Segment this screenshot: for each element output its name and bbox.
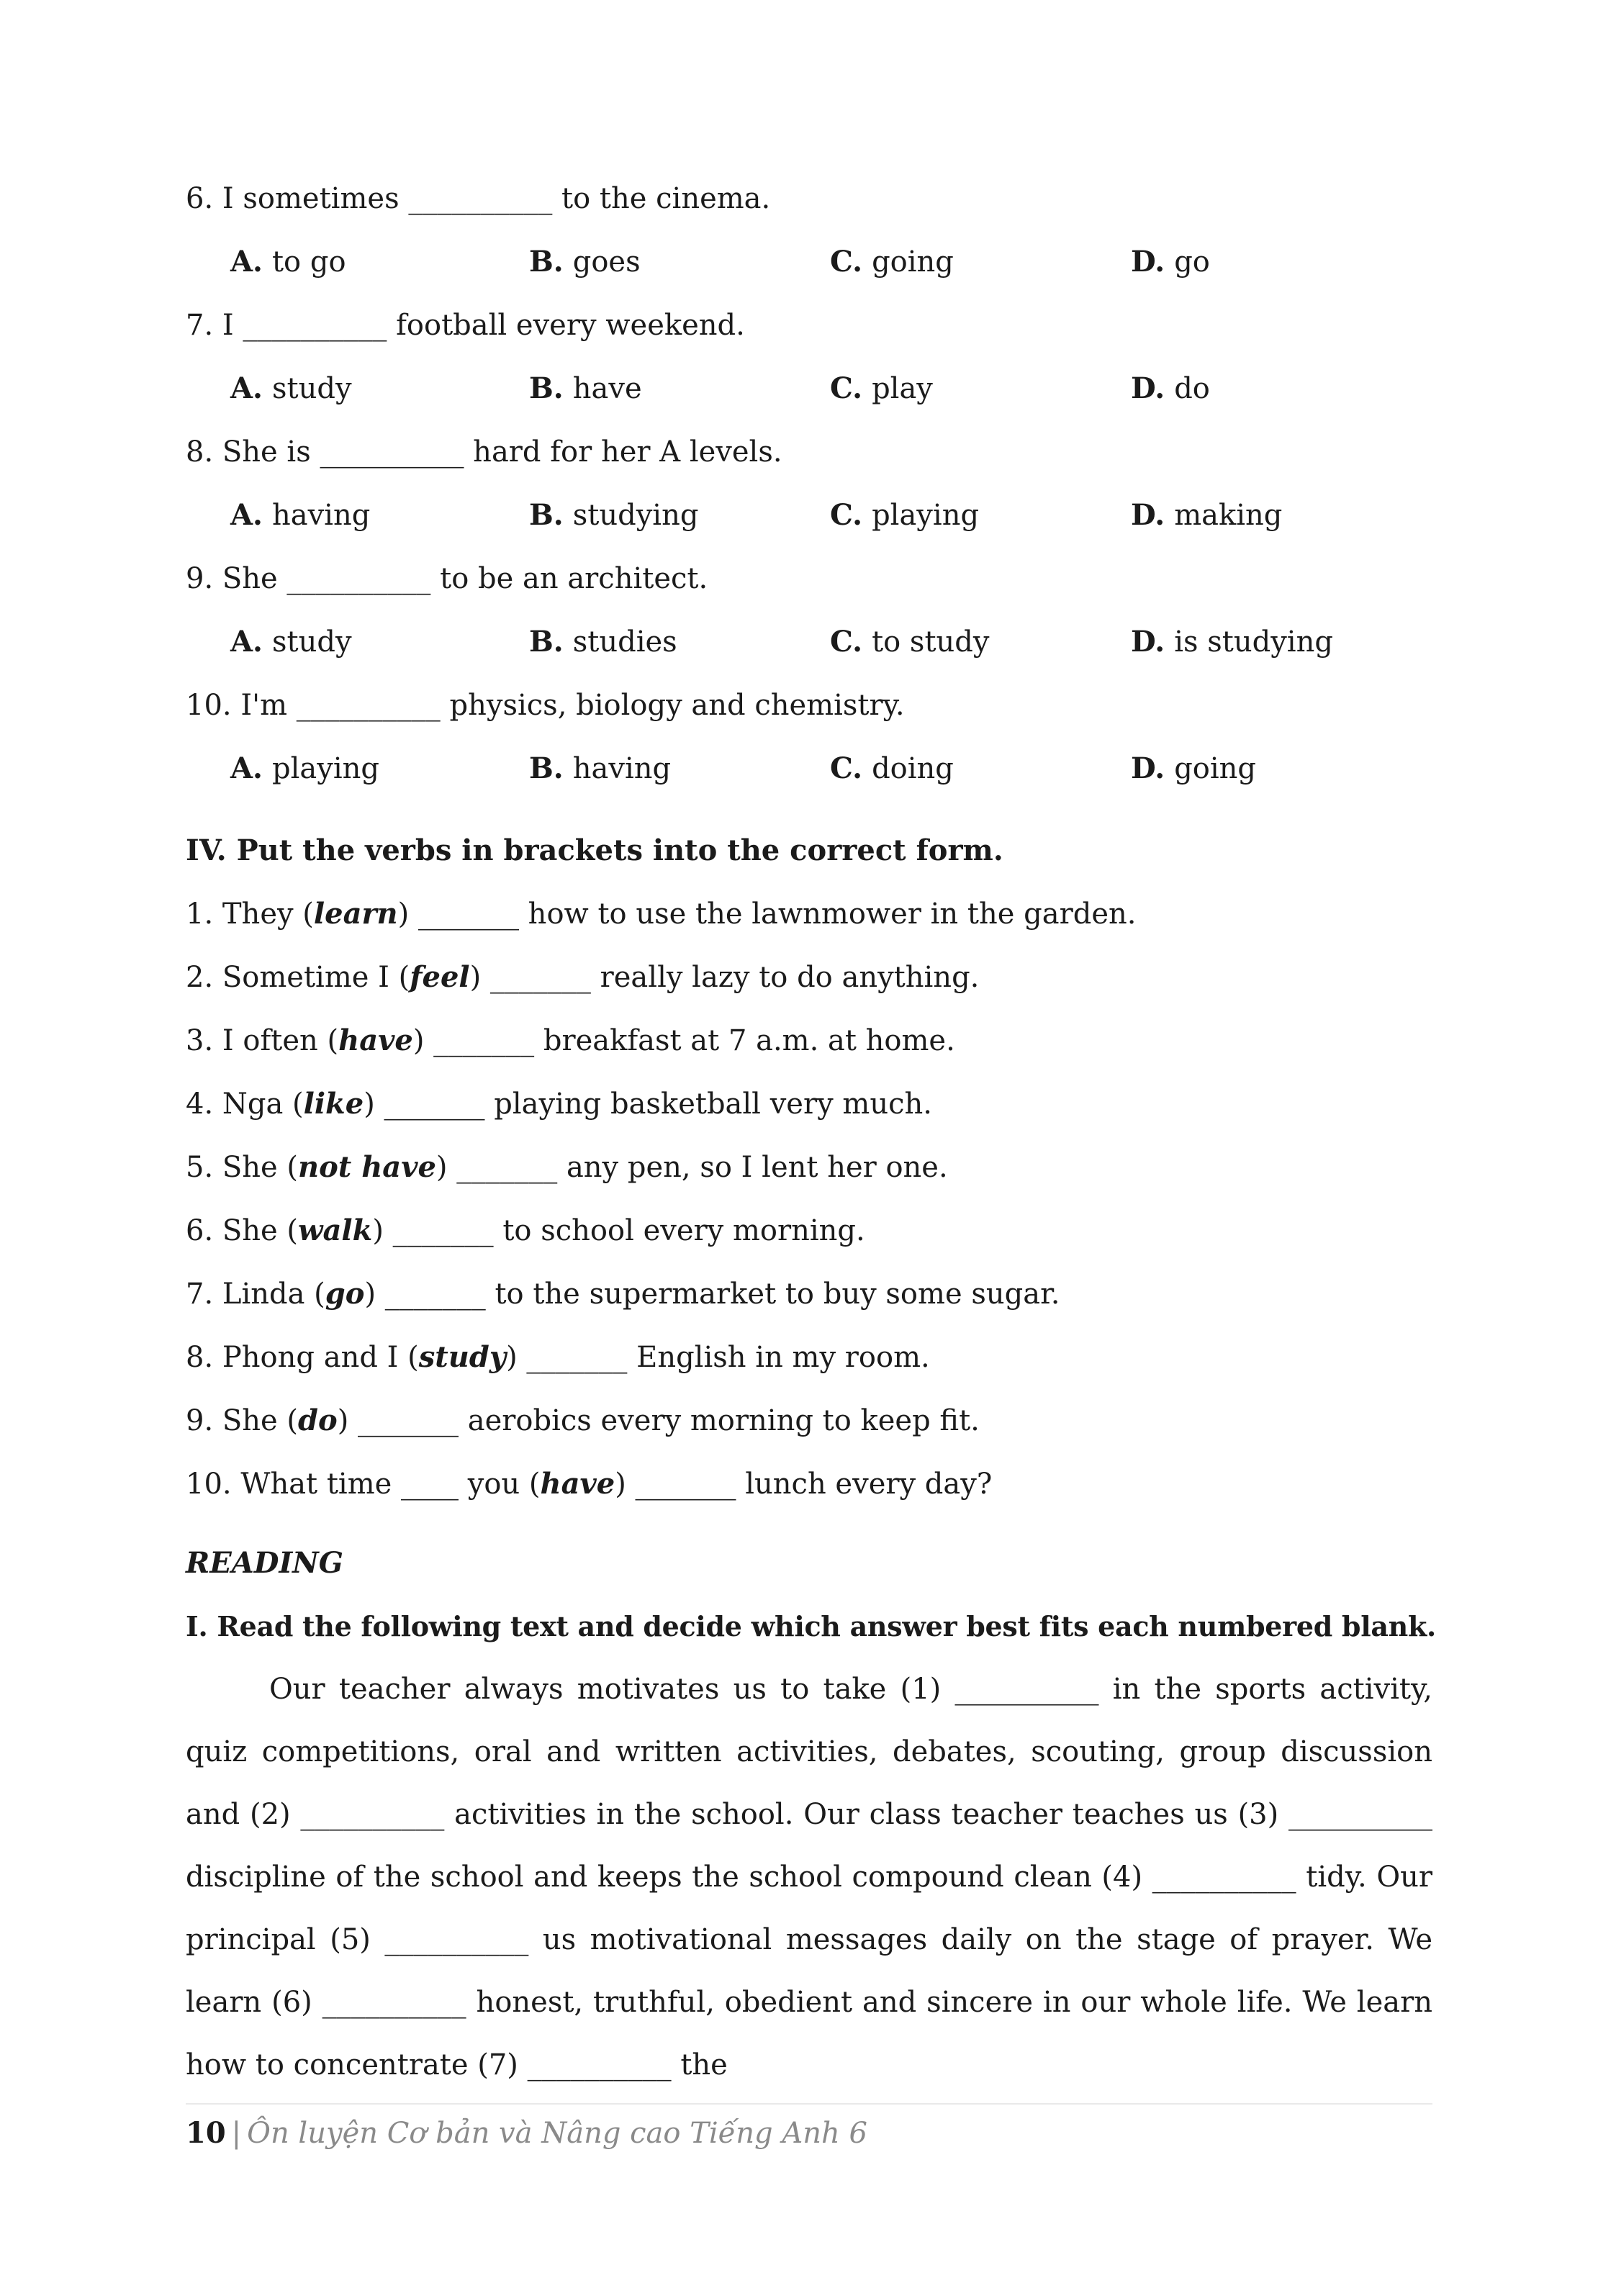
option-d <box>1131 484 1432 547</box>
fill-verb: walk <box>298 1213 373 1247</box>
fill-pre: 7. Linda ( <box>186 1278 325 1311</box>
option-b <box>529 737 830 800</box>
option-b <box>529 610 830 674</box>
option-text: is studying <box>1174 625 1333 659</box>
fill-post: ) _______ breakfast at 7 a.m. at home. <box>412 1024 955 1057</box>
option-d <box>1131 737 1432 800</box>
options-row <box>186 610 1432 674</box>
option-text: go <box>1174 245 1210 279</box>
option-text: having <box>572 752 672 785</box>
option-a <box>230 610 529 674</box>
option-letter: D. <box>1131 498 1165 532</box>
option-text: studies <box>572 625 677 659</box>
question-stem: 8. She is __________ hard for her A levels. <box>186 435 782 469</box>
option-letter: A. <box>230 498 263 532</box>
page-number: 10 <box>186 2116 226 2150</box>
option-a <box>230 230 529 294</box>
fill-pre: 8. Phong and I ( <box>186 1341 419 1374</box>
fill-post: ) _______ lunch every day? <box>615 1468 993 1501</box>
fill-pre: 2. Sometime I ( <box>186 961 410 994</box>
fill-item <box>186 1452 1432 1516</box>
option-letter: C. <box>830 371 863 405</box>
footer-separator: | <box>231 2117 242 2150</box>
option-text: study <box>271 372 352 405</box>
fill-pre: 3. I often ( <box>186 1024 339 1057</box>
fill-post: ) _______ any pen, so I lent her one. <box>435 1151 948 1184</box>
fill-item <box>186 1009 1432 1072</box>
option-letter: A. <box>230 371 263 405</box>
option-d <box>1131 610 1432 674</box>
fill-pre: 10. What time ____ you ( <box>186 1468 541 1501</box>
fill-item <box>186 1199 1432 1262</box>
option-text: to go <box>271 245 346 279</box>
option-letter: B. <box>529 625 564 659</box>
fill-post: ) _______ really lazy to do anything. <box>469 961 980 994</box>
fill-verb: have <box>338 1023 413 1057</box>
option-b <box>529 357 830 420</box>
options-row <box>186 484 1432 547</box>
fill-item <box>186 1136 1432 1199</box>
options-row <box>186 357 1432 420</box>
option-d <box>1131 230 1432 294</box>
option-a <box>230 484 529 547</box>
option-letter: D. <box>1131 625 1165 659</box>
fill-post: ) _______ aerobics every morning to keep fit. <box>337 1404 980 1437</box>
fill-pre: 5. She ( <box>186 1151 299 1184</box>
fill-item <box>186 946 1432 1009</box>
option-text: going <box>1174 752 1257 785</box>
question-stem: 10. I'm __________ physics, biology and chemistry. <box>186 689 905 722</box>
options-row <box>186 737 1432 800</box>
option-letter: C. <box>830 245 863 279</box>
verb-form-section <box>186 819 1432 1516</box>
option-a <box>230 737 529 800</box>
option-letter: B. <box>529 498 564 532</box>
section-heading: IV. Put the verbs in brackets into the correct form. <box>186 833 1003 867</box>
option-b <box>529 484 830 547</box>
option-text: playing <box>872 499 980 532</box>
options-row <box>186 230 1432 294</box>
reading-heading: I. Read the following text and decide which answer best fits each numbered blank. <box>186 1610 1436 1642</box>
option-letter: C. <box>830 751 863 785</box>
option-text: doing <box>872 752 954 785</box>
fill-item <box>186 882 1432 946</box>
question-stem: 7. I __________ football every weekend. <box>186 309 745 342</box>
fill-pre: 4. Nga ( <box>186 1088 304 1121</box>
option-c <box>830 610 1131 674</box>
option-letter: D. <box>1131 751 1165 785</box>
option-c <box>830 737 1131 800</box>
option-letter: D. <box>1131 245 1165 279</box>
option-text: studying <box>572 499 699 532</box>
fill-verb: not have <box>298 1150 436 1184</box>
fill-post: ) _______ how to use the lawnmower in the garden. <box>397 898 1137 931</box>
option-text: to study <box>872 625 990 659</box>
option-c <box>830 484 1131 547</box>
book-title: Ôn luyện Cơ bản và Nâng cao Tiếng Anh 6 <box>247 2117 867 2150</box>
option-text: going <box>872 245 954 279</box>
option-text: having <box>271 499 371 532</box>
question-stem: 6. I sometimes __________ to the cinema. <box>186 182 771 215</box>
option-letter: A. <box>230 751 263 785</box>
option-letter: D. <box>1131 371 1165 405</box>
fill-item <box>186 1326 1432 1389</box>
reading-paragraph: Our teacher always motivates us to take (1) __________ in the sports activity, quiz competitions, oral and written activities, debates, scouting, group discussion and (2) __________ activities in the school. Our class teacher teaches us (3) __________ discipline of the school and keeps the school compound clean (4) __________ tidy. Our principal (5) __________ us motivational messages daily on the stage of prayer. We learn (6) __________ honest, truthful, obedient and sincere in our whole life. We learn how to concentrate (7) __________ the <box>186 1673 1432 2082</box>
option-text: do <box>1174 372 1210 405</box>
fill-item <box>186 1262 1432 1326</box>
option-d <box>1131 357 1432 420</box>
question-stem: 9. She __________ to be an architect. <box>186 562 708 595</box>
option-text: study <box>271 625 352 659</box>
option-letter: C. <box>830 498 863 532</box>
option-text: playing <box>271 752 379 785</box>
fill-pre: 6. She ( <box>186 1214 299 1247</box>
option-c <box>830 230 1131 294</box>
fill-verb: have <box>540 1467 615 1501</box>
option-text: making <box>1174 499 1283 532</box>
fill-post: ) _______ English in my room. <box>506 1341 930 1374</box>
option-a <box>230 357 529 420</box>
fill-post: ) _______ to the supermarket to buy some sugar. <box>364 1278 1060 1311</box>
option-letter: B. <box>529 245 564 279</box>
option-text: goes <box>572 245 641 279</box>
option-text: play <box>872 372 933 405</box>
option-text: have <box>572 372 642 405</box>
option-letter: A. <box>230 625 263 659</box>
fill-verb: learn <box>313 897 398 931</box>
option-letter: C. <box>830 625 863 659</box>
reading-section <box>186 1532 1436 2097</box>
fill-verb: study <box>418 1340 507 1374</box>
page-footer <box>186 2103 1432 2150</box>
fill-item <box>186 1072 1432 1136</box>
multiple-choice-section <box>186 167 1432 800</box>
option-c <box>830 357 1131 420</box>
option-letter: B. <box>529 371 564 405</box>
fill-pre: 1. They ( <box>186 898 314 931</box>
option-letter: A. <box>230 245 263 279</box>
fill-verb: go <box>325 1277 365 1311</box>
fill-verb: feel <box>410 960 470 994</box>
option-letter: B. <box>529 751 564 785</box>
fill-verb: like <box>303 1087 364 1121</box>
fill-pre: 9. She ( <box>186 1404 299 1437</box>
fill-item <box>186 1389 1432 1452</box>
fill-verb: do <box>298 1404 338 1437</box>
fill-post: ) _______ to school every morning. <box>372 1214 865 1247</box>
reading-label: READING <box>186 1546 343 1580</box>
option-b <box>529 230 830 294</box>
fill-post: ) _______ playing basketball very much. <box>364 1088 932 1121</box>
